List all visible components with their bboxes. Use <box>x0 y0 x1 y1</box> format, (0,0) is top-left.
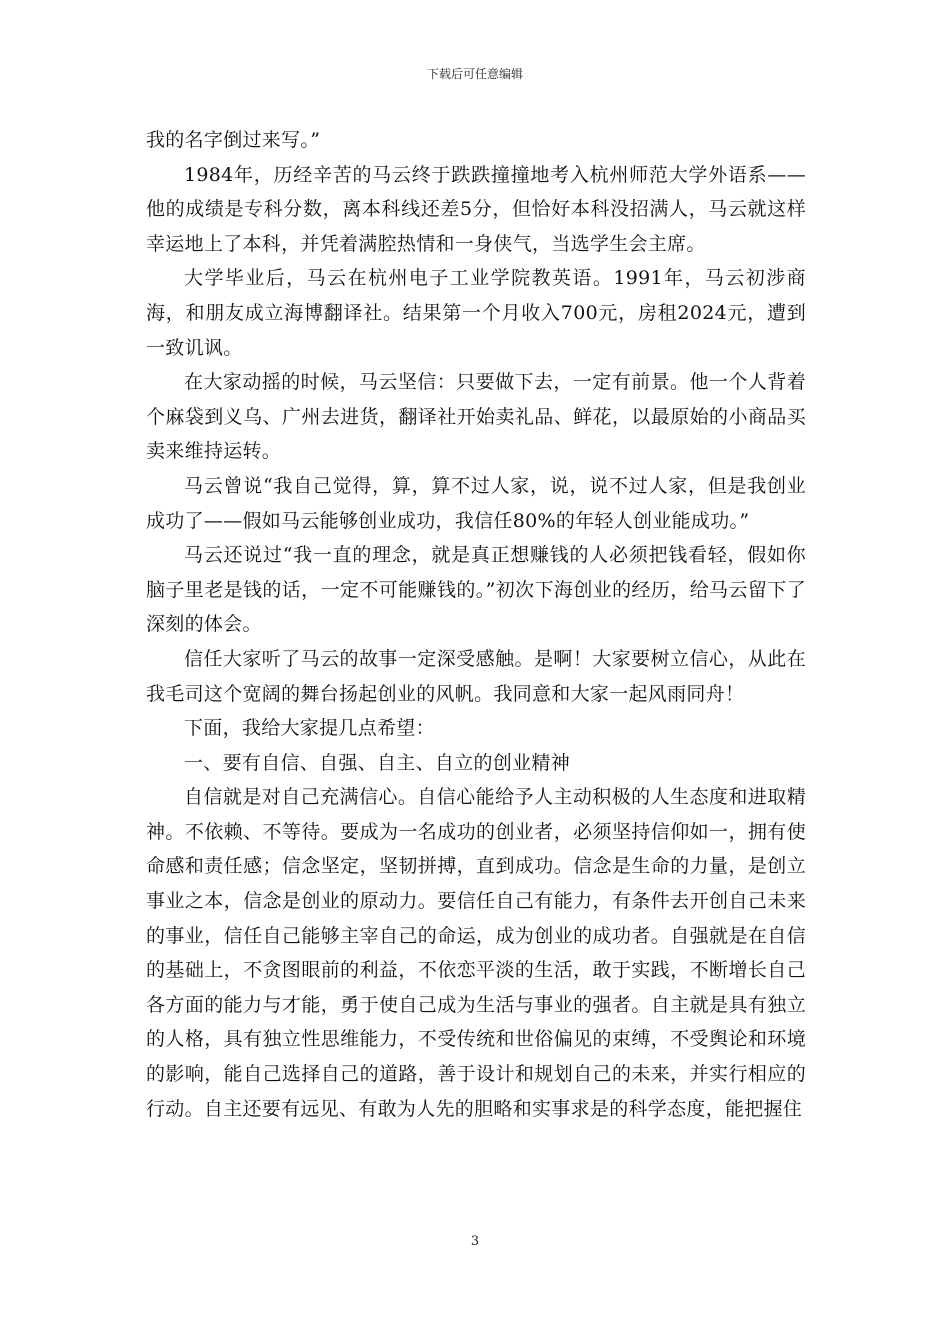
paragraph: 下面，我给大家提几点希望： <box>184 717 435 740</box>
paragraph: 我的名字倒过来写。” <box>146 129 321 151</box>
paragraph: 信任大家听了马云的故事一定深受感触。是啊！大家要树立信心，从此在我毛司这个宽阔的舞台扬起创业的风帆。我同意和大家一起风雨同舟！ <box>146 647 806 705</box>
paragraph: 大学毕业后，马云在杭州电子工业学院教英语。1991年，马云初涉商海，和朋友成立海博翻译社。结果第一个月收入700元，房租2024元，遭到一致讥讽。 <box>146 267 806 359</box>
paragraph: 马云还说过“我一直的理念，就是真正想赚钱的人必须把钱看轻，假如你脑子里老是钱的话，一定不可能赚钱的。”初次下海创业的经历，给马云留下了深刻的体会。 <box>146 544 806 636</box>
page-header: 下载后可任意编辑 <box>426 67 523 81</box>
paragraph: 在大家动摇的时候，马云坚信：只要做下去，一定有前景。他一个人背着个麻袋到义乌、广州去进货，翻译社开始卖礼品、鲜花，以最原始的小商品买卖来维持运转。 <box>146 371 806 463</box>
paragraph: 自信就是对自己充满信心。自信心能给予人主动积极的人生态度和进取精神。不依赖、不等待。要成为一名成功的创业者，必须坚持信仰如一，拥有使命感和责任感；信念坚定，坚韧拼搏，直到成功。信念是生命的力量，是创立事业之本，信念是创业的原动力。要信任自己有能力，有条件去开创自己未来的事业，信任自己能够主宰自己的命运，成为创业的成功者。自强就是在自信的基础上，不贪图眼前的利益，不依恋平淡的生活，敢于实践，不断增长自己各方面的能力与才能，勇于使自己成为生活与事业的强者。自主就是具有独立的人格，具有独立性思维能力，不受传统和世俗偏见的束缚，不受舆论和环境的影响，能自己选择自己的道路，善于设计和规划自己的未来，并实行相应的行动。自主还要有远见、有敢为人先的胆略和实事求是的科学态度，能把握住 <box>146 786 806 1120</box>
paragraph: 1984年，历经辛苦的马云终于跌跌撞撞地考入杭州师范大学外语系——他的成绩是专科分数，离本科线还差5分，但恰好本科没招满人，马云就这样幸运地上了本科，并凭着满腔热情和一身侠气，当选学生会主席。 <box>146 163 806 255</box>
document-body <box>146 123 806 1126</box>
paragraph: 马云曾说“我自己觉得，算，算不过人家，说，说不过人家，但是我创业成功了——假如马云能够创业成功，我信任80%的年轻人创业能成功。” <box>146 474 806 532</box>
section-heading: 一、要有自信、自强、自主、自立的创业精神 <box>184 751 571 774</box>
page-number: 3 <box>470 1234 480 1249</box>
